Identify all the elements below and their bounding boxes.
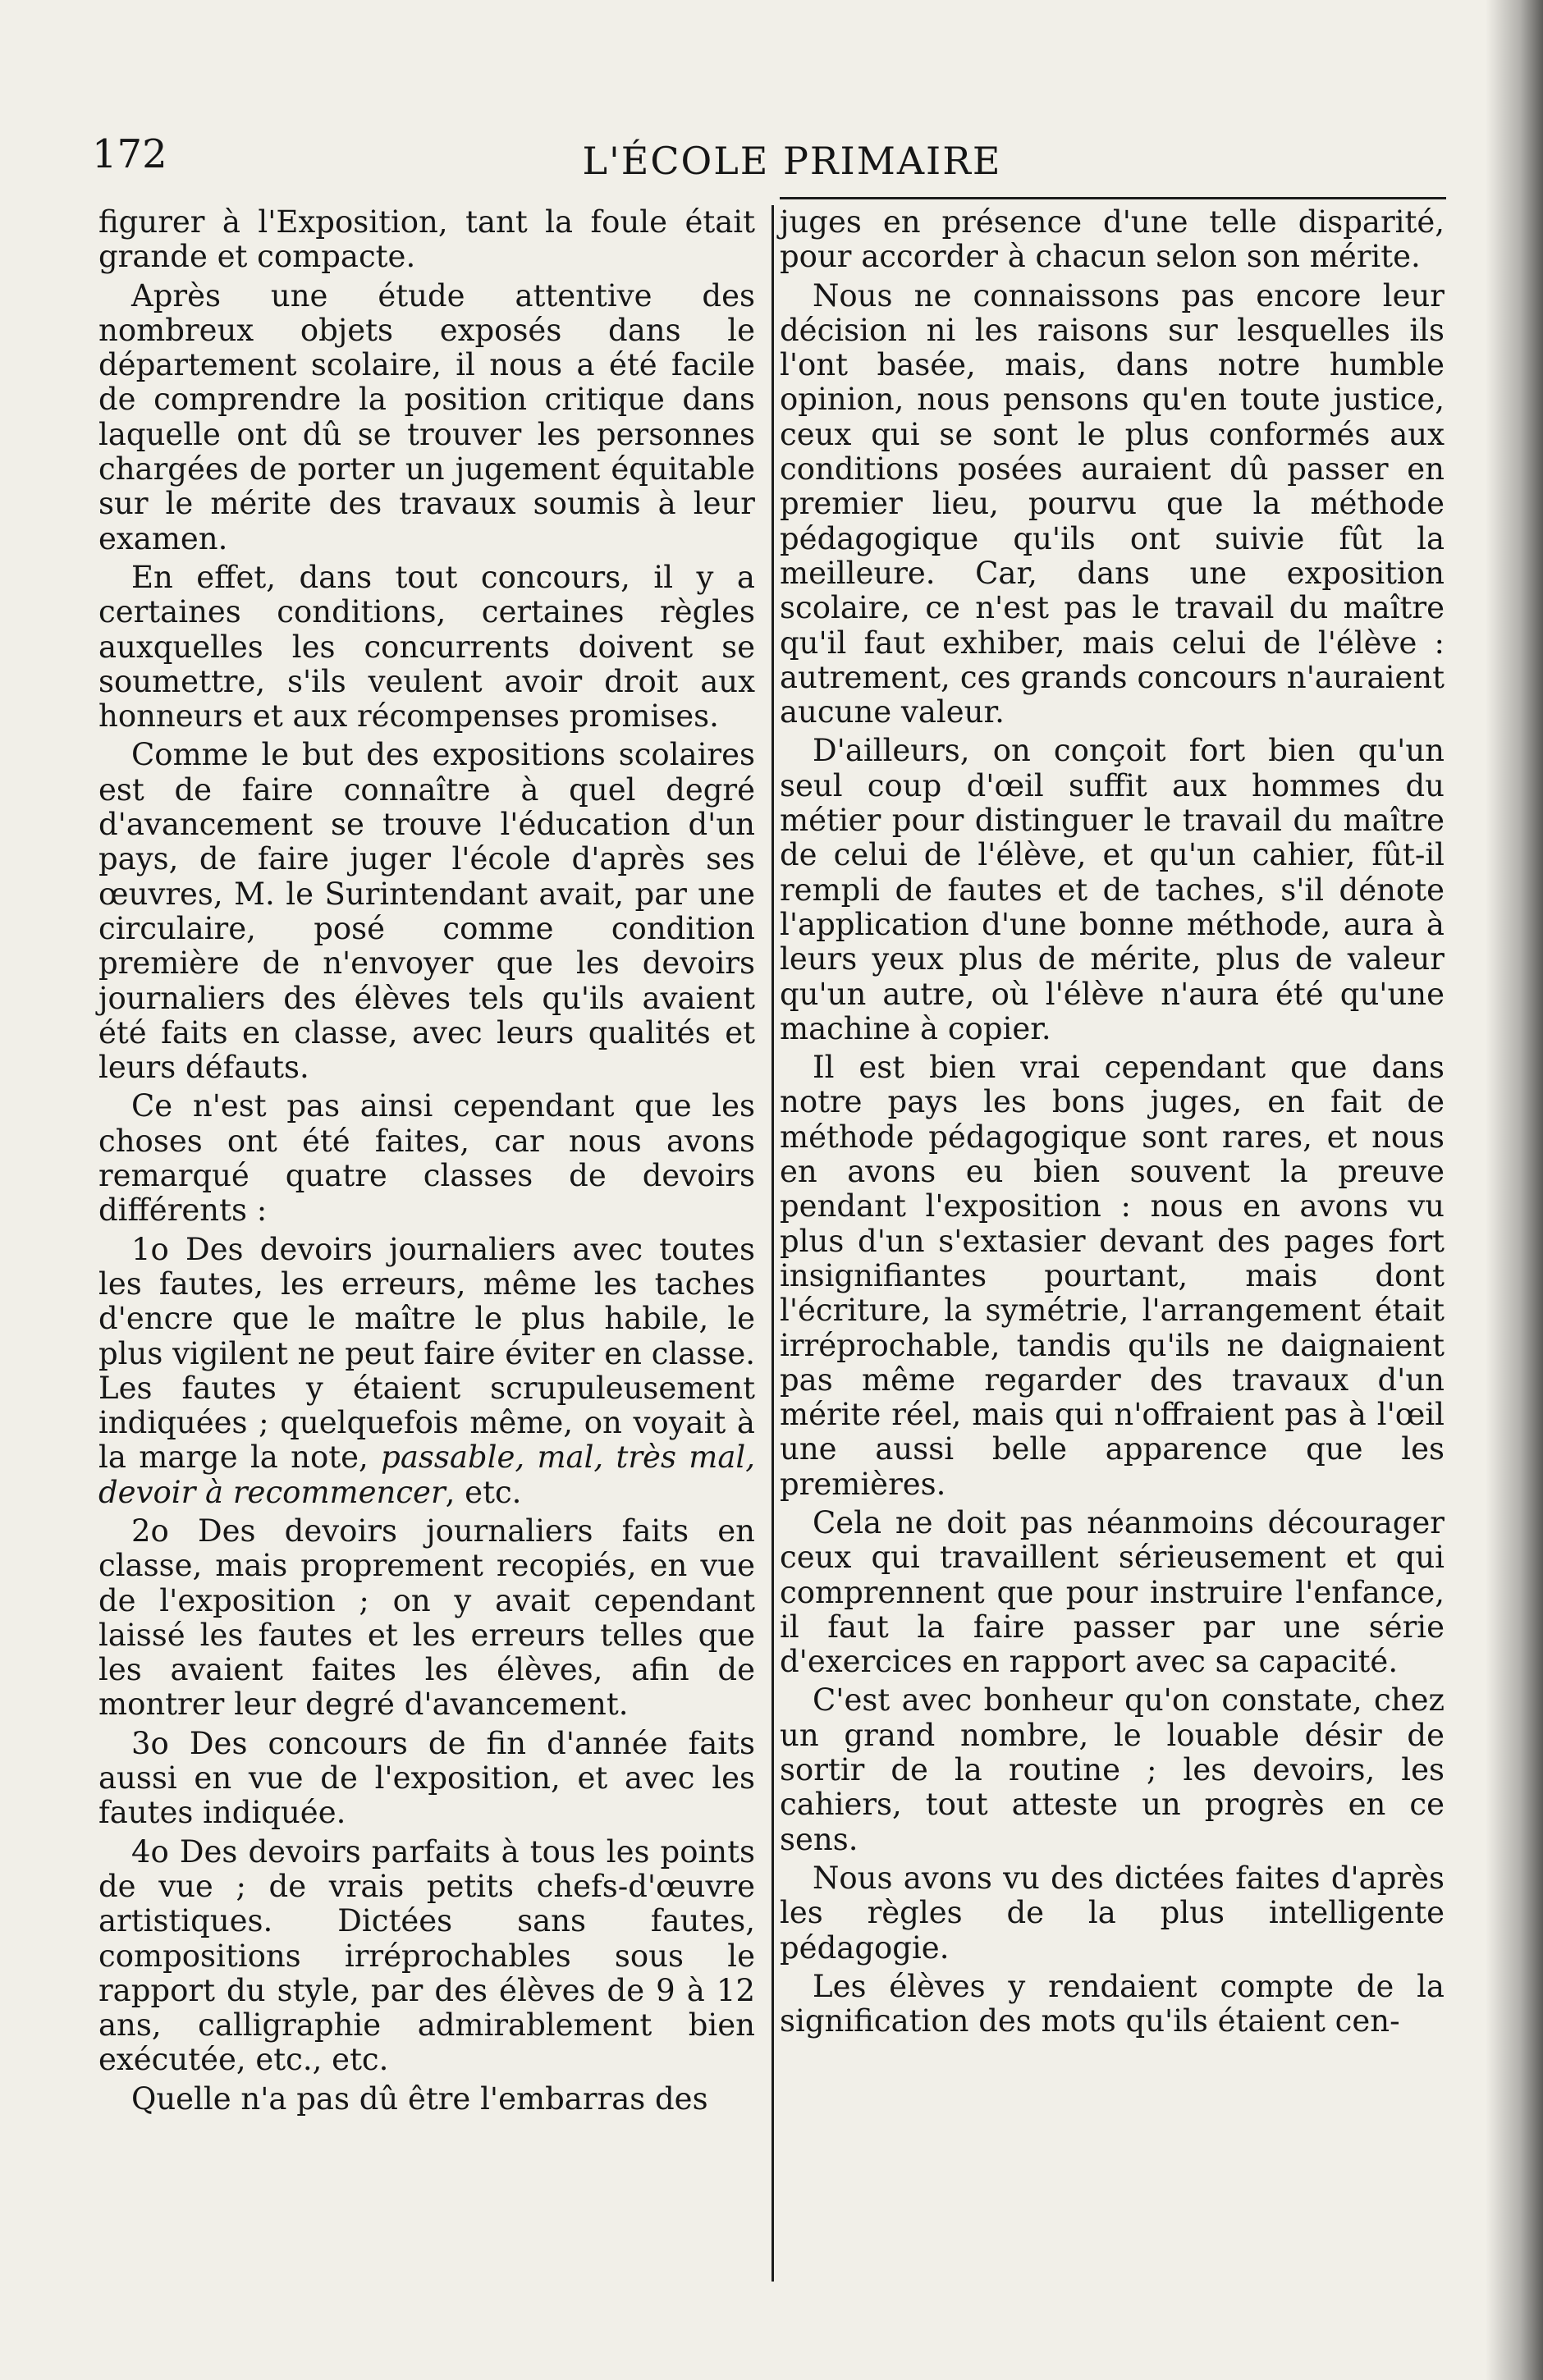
paragraph: juges en présence d'une telle disparité, pour accorder à chacun selon son mérite. <box>780 204 1445 275</box>
paragraph: Les élèves y rendaient compte de la signification des mots qu'ils étaient cen- <box>780 1968 1445 2039</box>
paragraph: Nous avons vu des dictées faites d'après les règles de la plus intelligente pédagogie. <box>780 1860 1445 1966</box>
paragraph: C'est avec bonheur qu'on constate, chez un grand nombre, le louable désir de sortir de la routine ; les devoirs, les cahiers, tout atteste un progrès en ce sens. <box>780 1682 1445 1857</box>
paragraph: Quelle n'a pas dû être l'embarras des <box>131 2080 708 2117</box>
list-item-end: , etc. <box>445 1474 522 1510</box>
column-divider <box>772 205 774 2282</box>
paragraph: D'ailleurs, on conçoit fort bien qu'un seul coup d'œil suffit aux hommes du métier pour distinguer le travail du maître de celui de l'élève, et qu'un cahier, fût-il rempli de fautes et de taches, s'il dénote l'application d'une bonne méthode, aura à leurs yeux plus de mérite, plus de valeur qu'un autre, où l'élève n'aura été qu'une machine à copier. <box>780 733 1445 1046</box>
paragraph: Il est bien vrai cependant que dans notre pays les bons juges, en fait de méthode pédagogique sont rares, et nous en avons eu bien souvent la preuve pendant l'exposition : nous en avons vu plus d'un s'extasier devant des pages fort insignifiantes pourtant, mais dont l'écriture, la symétrie, l'arrangement était irréprochable, tandis qu'ils ne daignaient pas même regarder des travaux d'un mérite réel, mais qui n'offraient pas à l'œil une aussi belle apparence que les premières. <box>780 1050 1445 1502</box>
paragraph: figurer à l'Exposition, tant la foule était grande et compacte. <box>98 204 755 275</box>
paragraph: Après une étude attentive des nombreux objets exposés dans le département scolaire, il nous a été facile de comprendre la position critique dans laquelle ont dû se trouver les personnes chargées de porter un jugement équitable sur le mérite des travaux soumis à leur examen. <box>98 277 755 556</box>
margin-note-italic: passable, mal, très mal, devoir à recommencer <box>98 1439 756 1510</box>
right-column <box>780 205 1445 2043</box>
left-column <box>98 205 755 2121</box>
paragraph: Cela ne doit pas néanmoins décourager ceux qui travaillent sérieusement et qui comprennent que pour instruire l'enfance, il faut la faire passer par une série d'exercices en rapport avec sa capacité. <box>780 1504 1445 1680</box>
list-item-4: 4o Des devoirs parfaits à tous les points de vue ; de vrais petits chefs-d'œuvre artistiques. Dictées sans fautes, compositions irréprochables sous le rapport du style, par des élèves de 9 à 12 ans, calligraphie admirablement bien exécutée, etc., etc. <box>98 1833 755 2078</box>
running-title: L'ÉCOLE PRIMAIRE <box>582 139 1002 183</box>
list-item-1 <box>98 1233 755 1510</box>
paragraph: En effet, dans tout concours, il y a certaines conditions, certaines règles auxquelles les concurrents doivent se soumettre, s'ils veulent avoir droit aux honneurs et aux récompenses promises. <box>98 559 755 735</box>
list-item-2: 2o Des devoirs journaliers faits en classe, mais proprement recopiés, en vue de l'exposition ; on y avait cependant laissé les fautes et les erreurs telles que les avaient faites les élèves, afin de montrer leur degré d'avancement. <box>98 1513 755 1723</box>
page-number: 172 <box>92 131 167 177</box>
paragraph: Ce n'est pas ainsi cependant que les choses ont été faites, car nous avons remarqué quatre classes de devoirs différents : <box>98 1088 755 1229</box>
list-item-3: 3o Des concours de fin d'année faits aussi en vue de l'exposition, et avec les fautes indiquée. <box>98 1725 755 1831</box>
paragraph: Comme le but des expositions scolaires est de faire connaître à quel degré d'avancement se trouve l'éducation d'un pays, de faire juger l'école d'après ses œuvres, M. le Surintendant avait, par une circulaire, posé comme condition première de n'envoyer que les devoirs journaliers des élèves tels qu'ils avaient été faits en classe, avec leurs qualités et leurs défauts. <box>98 737 755 1086</box>
list-item-text: 1o Des devoirs journaliers avec toutes les fautes, les erreurs, même les taches d'encre que le maître le plus habile, le plus vigilent ne peut faire éviter en classe. Les fautes y étaient scrupuleusement indiquées ; quelquefois même, on voyait à la marge la note, <box>98 1231 755 1476</box>
page-edge-shadow <box>1486 0 1543 2380</box>
paragraph: Nous ne connaissons pas encore leur décision ni les raisons sur lesquelles ils l'ont basée, mais, dans notre humble opinion, nous pensons qu'en toute justice, ceux qui se sont le plus conformés aux conditions posées auraient dû passer en premier lieu, pourvu que la méthode pédagogique qu'ils ont suivie fût la meilleure. Car, dans une exposition scolaire, ce n'est pas le travail du maître qu'il faut exhiber, mais celui de l'élève : autrement, ces grands concours n'auraient aucune valeur. <box>780 277 1445 730</box>
header-rule <box>780 197 1446 199</box>
